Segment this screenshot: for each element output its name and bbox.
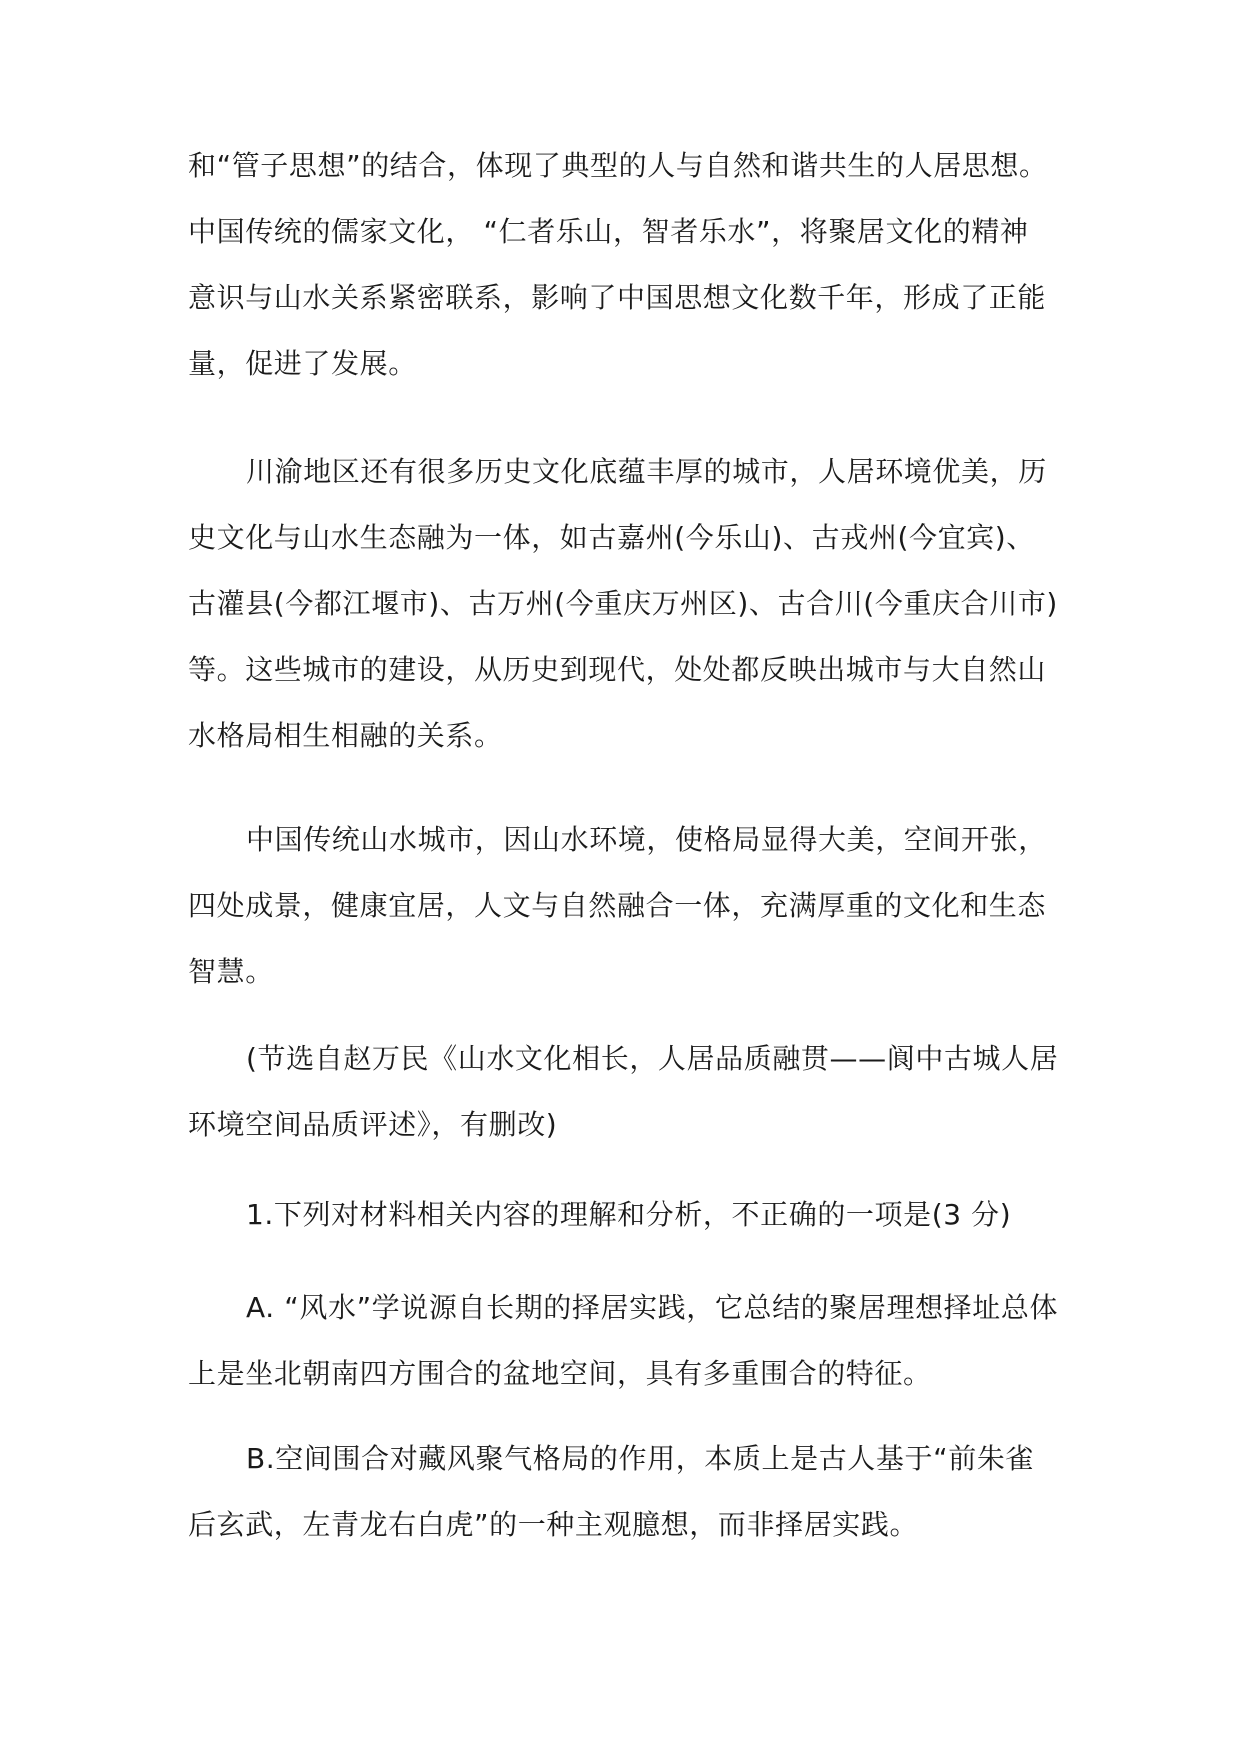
text-line: 中国传统山水城市，因山水环境，使格局显得大美，空间开张， xyxy=(246,823,1047,856)
text-line: 中国传统的儒家文化， “仁者乐山，智者乐水”，将聚居文化的精神 xyxy=(188,215,1029,248)
source-citation: 环境空间品质评述》，有删改) xyxy=(188,1108,558,1141)
text-line: 四处成景，健康宜居，人文与自然融合一体，充满厚重的文化和生态 xyxy=(188,889,1047,922)
text-line: 量，促进了发展。 xyxy=(188,347,417,380)
text-line: 智慧。 xyxy=(188,955,274,988)
option-a: A. “风水”学说源自长期的择居实践，它总结的聚居理想择址总体 xyxy=(246,1291,1059,1324)
text-line: 等。这些城市的建设，从历史到现代，处处都反映出城市与大自然山 xyxy=(188,653,1047,686)
text-line: 史文化与山水生态融为一体，如古嘉州(今乐山)、古戎州(今宜宾)、 xyxy=(188,521,1035,554)
option-b: B.空间围合对藏风聚气格局的作用，本质上是古人基于“前朱雀 xyxy=(246,1442,1035,1475)
option-a: 上是坐北朝南四方围合的盆地空间，具有多重围合的特征。 xyxy=(188,1357,932,1390)
question-stem: 1.下列对材料相关内容的理解和分析，不正确的一项是(3 分) xyxy=(246,1198,1012,1231)
text-line: 意识与山水关系紧密联系，影响了中国思想文化数千年，形成了正能 xyxy=(188,281,1047,314)
text-line: 古灌县(今都江堰市)、古万州(今重庆万州区)、古合川(今重庆合川市) xyxy=(188,587,1058,620)
source-citation: (节选自赵万民《山水文化相长，人居品质融贯——阆中古城人居 xyxy=(246,1042,1059,1075)
text-line: 和“管子思想”的结合，体现了典型的人与自然和谐共生的人居思想。 xyxy=(188,149,1048,182)
option-b: 后玄武，左青龙右白虎”的一种主观臆想，而非择居实践。 xyxy=(188,1508,919,1541)
text-line: 水格局相生相融的关系。 xyxy=(188,719,503,752)
text-line: 川渝地区还有很多历史文化底蕴丰厚的城市，人居环境优美，历 xyxy=(246,455,1047,488)
